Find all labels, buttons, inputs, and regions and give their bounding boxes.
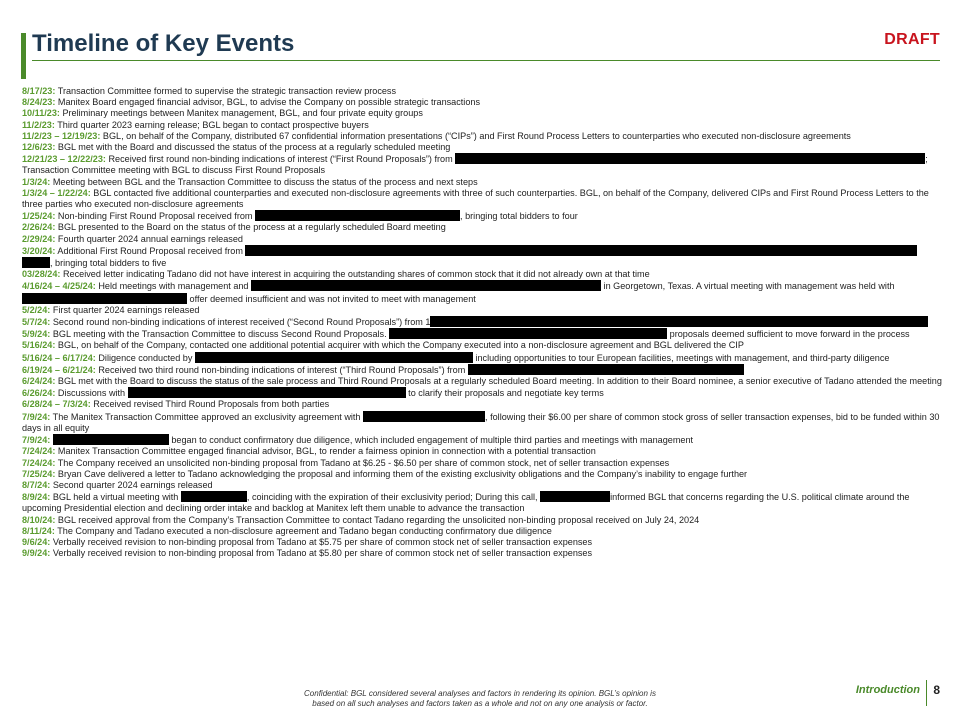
timeline-entry [22, 245, 942, 269]
redaction-block [455, 153, 897, 164]
event-date: 11/2/23 – 12/19/23: [22, 130, 101, 141]
event-date: 11/2/23: [22, 119, 55, 130]
event-date: 7/24/24: [22, 446, 56, 457]
timeline-entry [22, 131, 942, 142]
event-date: 03/28/24: [22, 269, 61, 280]
timeline-entry [22, 222, 942, 233]
timeline-entry [22, 177, 942, 188]
timeline-entry [22, 153, 942, 176]
event-date: 3/20/24: [22, 245, 56, 256]
timeline-entry [22, 376, 942, 387]
event-date: 7/9/24: [22, 435, 51, 446]
event-text: Diligence conducted by [95, 352, 195, 363]
event-date: 2/29/24: [22, 233, 56, 244]
event-date: 8/11/24: [22, 525, 55, 536]
event-text: Verbally received revision to non-binding proposal from Tadano at $5.75 per share of common stock net of seller transaction expenses [50, 536, 593, 547]
event-text: BGL received approval from the Company’s Transaction Committee to contact Tadano regarding the unsolicited non-binding proposal received on July 24, 2024 [55, 514, 700, 525]
event-text: BGL met with the Board to discuss the status of the sale process and Third Round Proposals at a regularly scheduled Board meeting. In addition to their Board nominee, a senior executive of Tadano attended the meeting [55, 376, 942, 387]
event-date: 8/17/23: [22, 86, 56, 96]
event-text: began to conduct confirmatory due diligence, which included engagement of multiple third parties and meetings with management [168, 435, 694, 446]
event-text: Fourth quarter 2024 annual earnings released [55, 233, 243, 244]
event-date: 6/26/24: [22, 388, 56, 399]
event-text: BGL meeting with the Transaction Committee to discuss Second Round Proposals. [50, 329, 390, 340]
draft-label: DRAFT [884, 31, 940, 48]
event-date: 12/6/23: [22, 142, 56, 153]
timeline-entry [22, 458, 942, 469]
section-label: Introduction [855, 684, 920, 696]
event-text: , bringing total bidders to four [460, 211, 578, 222]
page-number: 8 [933, 683, 940, 697]
event-text: Received two third round non-binding indications of interest (“Third Round Proposals”) from [95, 364, 468, 375]
timeline-entry [22, 210, 942, 222]
redaction-block [22, 257, 50, 268]
event-text: Held meetings with management and [95, 281, 252, 292]
timeline-entry [22, 411, 942, 434]
timeline-entry [22, 328, 942, 340]
event-text: , following their $6.00 per share of common stock gross of seller transaction expenses, bid to be funded within 30 days in all equity [22, 411, 940, 433]
event-date: 6/24/24: [22, 376, 56, 387]
timeline-entry [22, 491, 942, 514]
timeline-entry [22, 434, 942, 446]
event-text: BGL presented to the Board on the status of the process at a regularly scheduled Board meeting [55, 222, 446, 233]
timeline-entry [22, 316, 942, 328]
timeline-entry [22, 280, 942, 304]
page-title: Timeline of Key Events [32, 30, 295, 57]
event-text: including opportunities to tour European facilities, meetings with management, and third-party diligence [472, 352, 890, 363]
redaction-block [53, 434, 169, 445]
event-date: 6/28/24 – 7/3/24: [22, 399, 91, 410]
event-text: Received revised Third Round Proposals from both parties [90, 399, 330, 410]
event-text: , bringing total bidders to five [50, 258, 167, 269]
event-date: 8/24/23: [22, 97, 56, 108]
page-number-divider [926, 680, 927, 706]
event-text: informed BGL that concerns regarding the U.S. political climate around the upcoming Presidential election and declining order intake and backlog at Manitex left them unable to advance the transaction [22, 492, 910, 514]
timeline-entry [22, 387, 942, 399]
event-date: 1/3/24: [22, 176, 51, 187]
event-date: 7/24/24: [22, 457, 56, 468]
redaction-block [22, 293, 187, 304]
redaction-block [897, 153, 925, 164]
event-text: Manitex Board engaged financial advisor, BGL, to advise the Company on possible strategic transactions [55, 97, 480, 108]
timeline-entry [22, 108, 942, 119]
event-date: 6/19/24 – 6/21/24: [22, 364, 96, 375]
redaction-block [363, 411, 485, 422]
event-text: Second round non-binding indications of interest received (“Second Round Proposals”) from 1 [50, 317, 431, 328]
timeline-entry [22, 234, 942, 245]
event-text: Received letter indicating Tadano did not have interest in acquiring the outstanding shares of common stock that it did not already own at that time [60, 269, 650, 280]
event-text: , coinciding with the expiration of their exclusivity period; During this call, [246, 492, 541, 503]
redaction-block [468, 364, 744, 375]
redaction-block [255, 210, 460, 221]
confidential-line-2: based on all such analyses and factors taken as a whole and not on any one analysis or factor. [312, 699, 648, 708]
confidential-note [260, 689, 700, 709]
event-date: 5/16/24 – 6/17/24: [22, 352, 96, 363]
title-accent-bar [21, 33, 26, 79]
timeline-entry [22, 340, 942, 351]
event-text: BGL, on behalf of the Company, contacted one additional potential acquirer with which the Company executed into a non-disclosure agreement and BGL delivered the CIP [55, 340, 744, 351]
redaction-block [430, 316, 902, 327]
timeline-entry [22, 97, 942, 108]
event-text: The Company received an unsolicited non-binding proposal from Tadano at $6.25 - $6.50 per share of common stock, net of seller transaction expenses [55, 457, 670, 468]
timeline-entry [22, 526, 942, 537]
redaction-block [902, 316, 928, 327]
event-text: Non-binding First Round Proposal received from [55, 211, 256, 222]
event-date: 7/9/24: [22, 411, 51, 422]
event-text: Transaction Committee formed to supervise the strategic transaction review process [55, 86, 397, 96]
event-text: The Company and Tadano executed a non-disclosure agreement and Tadano began conducting confirmatory due diligence [54, 525, 552, 536]
redaction-block [540, 491, 610, 502]
event-text: BGL, on behalf of the Company, distributed 67 confidential information presentations (“CIPs”) and First Round Process Letters to counterparties who executed non-disclosure agreements [100, 130, 851, 141]
event-date: 5/16/24: [22, 340, 56, 351]
event-date: 1/3/24 – 1/22/24: [22, 187, 91, 198]
event-date: 9/6/24: [22, 536, 51, 547]
event-date: 9/9/24: [22, 548, 51, 559]
event-date: 5/2/24: [22, 304, 51, 315]
event-text: ; Transaction Committee meeting with BGL to discuss First Round Proposals [22, 154, 928, 176]
event-date: 4/16/24 – 4/25/24: [22, 281, 96, 292]
timeline-entry [22, 515, 942, 526]
event-text: Discussions with [55, 388, 128, 399]
timeline-entry [22, 480, 942, 491]
event-text: proposals deemed sufficient to move forward in the process [667, 329, 910, 340]
redaction-block [389, 328, 667, 339]
timeline-entry [22, 352, 942, 364]
event-date: 7/25/24: [22, 468, 56, 479]
redaction-block [128, 387, 406, 398]
event-date: 5/7/24: [22, 317, 51, 328]
redaction-block [195, 352, 473, 363]
timeline-entry [22, 86, 942, 97]
event-text: First quarter 2024 earnings released [50, 304, 200, 315]
timeline-events [22, 86, 942, 559]
event-date: 8/10/24: [22, 514, 56, 525]
event-date: 12/21/23 – 12/22/23: [22, 154, 106, 165]
redaction-block [245, 245, 917, 256]
timeline-entry [22, 446, 942, 457]
redaction-block [251, 280, 601, 291]
timeline-entry [22, 188, 942, 210]
timeline-entry [22, 537, 942, 548]
event-text: Received first round non-binding indications of interest (“First Round Proposals”) from [105, 154, 456, 165]
redaction-block [181, 491, 247, 502]
title-underline [32, 60, 940, 61]
event-text: Second quarter 2024 earnings released [50, 479, 213, 490]
confidential-line-1: Confidential: BGL considered several analyses and factors in rendering its opinion. BGL’s opinion is [304, 689, 656, 698]
event-date: 5/9/24: [22, 329, 51, 340]
event-date: 10/11/23: [22, 108, 60, 119]
event-text: Third quarter 2023 earning release; BGL began to contact prospective buyers [54, 119, 369, 130]
timeline-entry [22, 142, 942, 153]
event-text: offer deemed insufficient and was not invited to meet with management [187, 293, 476, 304]
timeline-entry [22, 548, 942, 559]
timeline-entry [22, 120, 942, 131]
event-text: BGL met with the Board and discussed the status of the process at a regularly scheduled meeting [55, 142, 451, 153]
event-text: Additional First Round Proposal received from [55, 245, 246, 256]
event-text: Preliminary meetings between Manitex management, BGL, and four private equity groups [59, 108, 423, 119]
event-text: in Georgetown, Texas. A virtual meeting with management was held with [601, 281, 895, 292]
event-date: 8/7/24: [22, 479, 51, 490]
timeline-entry [22, 364, 942, 376]
timeline-entry [22, 305, 942, 316]
event-text: Verbally received revision to non-binding proposal from Tadano at $5.80 per share of common stock net of seller transaction expenses [50, 548, 593, 559]
event-date: 2/26/24: [22, 222, 56, 233]
timeline-entry [22, 469, 942, 480]
event-text: BGL contacted five additional counterparties and executed non-disclosure agreements with three of such counterparties. BGL, on behalf of the Company, delivered CIPs and First Round Process Letters to the three parties who executed non-disclosure agreements [22, 187, 929, 210]
event-text: BGL held a virtual meeting with [50, 492, 181, 503]
timeline-entry [22, 269, 942, 280]
event-text: Bryan Cave delivered a letter to Tadano acknowledging the proposal and informing them of the existing exclusivity obligations and the Company’s inability to engage further [55, 468, 748, 479]
event-date: 1/25/24: [22, 211, 56, 222]
event-date: 8/9/24: [22, 492, 51, 503]
event-text: to clarify their proposals and negotiate key terms [405, 388, 604, 399]
timeline-entry [22, 399, 942, 410]
event-text: Manitex Transaction Committee engaged financial advisor, BGL, to render a fairness opinion in connection with a potential transaction [55, 446, 596, 457]
event-text: Meeting between BGL and the Transaction Committee to discuss the status of the process and next steps [50, 176, 478, 187]
event-text: The Manitex Transaction Committee approved an exclusivity agreement with [50, 411, 364, 422]
